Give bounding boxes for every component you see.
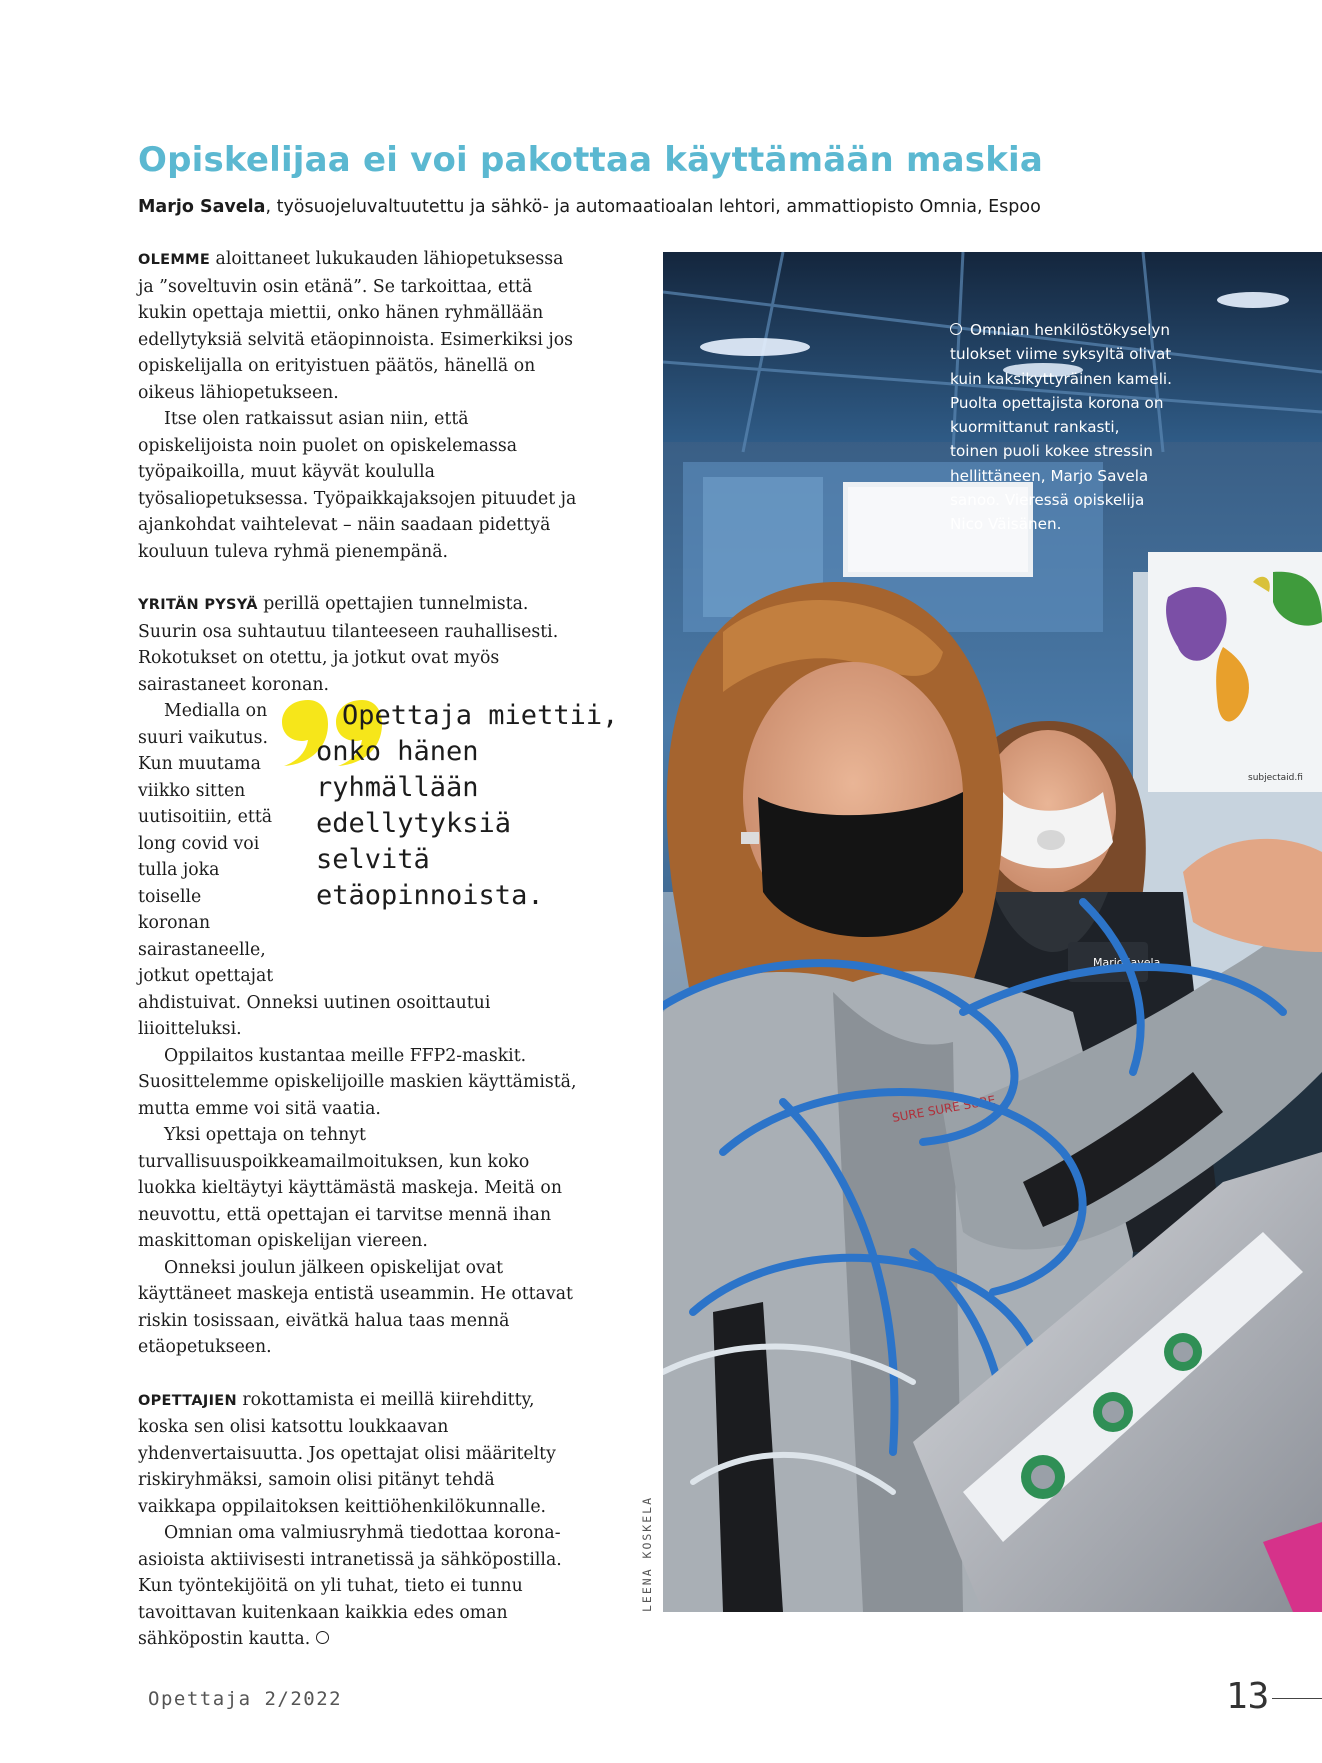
pull-quote (288, 698, 619, 970)
vest-label: MarjoSavela (1093, 956, 1161, 969)
paragraph: Medialla on suuri vaikutus. Kun muutama viikko sitten uutisoitiin, että long covid voi tulla joka toiselle koronan sairastaneelle, jotkut opettajat ahdistuivat. Onneksi uutinen osoittautui liioitteluksi. (138, 701, 491, 1039)
board-label: subjectaid.fi (1248, 773, 1303, 783)
paragraph (138, 1520, 578, 1653)
section-lead: OPETTAJIEN (138, 1392, 237, 1409)
paragraph-text: aloittaneet lukukauden lähiopetuksessa ja ”soveltuvin osin etänä”. Se tarkoittaa, että kukin opettaja miettii, onko hänen ryhmällään edellytyksiä selvitä etäopinnoista. Esimerkiksi jos opiskelijalla on erityistuen päätös, hänellä on oikeus lähiopetukseen. (138, 249, 573, 403)
section-lead: YRITÄN PYSYÄ (138, 597, 258, 613)
end-mark-icon (316, 1631, 329, 1644)
paragraph-text: rokottamista ei meillä kiirehditty, koska sen olisi katsottu loukkaavan yhdenvertaisuutta. Jos opettajat olisi määritelty riskiryhmäksi, samoin olisi pitänyt tehdä vaikkapa oppilaitoksen keittiöhenkilökunnalle. (138, 1389, 556, 1517)
paragraph: Yksi opettaja on tehnyt turvallisuuspoikkeamailmoituksen, kun koko luokka kieltäytyi käyttämästä maskeja. Meitä on neuvottu, että opettajan ei tarvitse mennä ihan maskittoman opiskelijan viereen. (138, 1125, 562, 1251)
byline-role: , työsuojeluvaltuutettu ja sähkö- ja automaatioalan lehtori, ammattiopisto Omnia, Espoo (265, 197, 1041, 217)
page-number: 13 (1226, 1676, 1270, 1717)
paragraph (138, 591, 578, 698)
page-rule (1272, 1698, 1322, 1699)
caption-circle-icon (950, 323, 962, 335)
paragraph: Oppilaitos kustantaa meille FFP2-maskit. Suosittelemme opiskelijoille maskien käyttämistä, mutta emme voi sitä vaatia. (138, 1045, 577, 1119)
paragraph (138, 246, 578, 406)
byline-name: Marjo Savela (138, 197, 266, 217)
paragraph-text: perillä opettajien tunnelmista. Suurin osa suhtautuu tilanteeseen rauhallisesti. Rokotukset on otettu, ja jotkut ovat myös sairastaneet koronan. (138, 594, 559, 695)
paragraph (138, 1387, 578, 1521)
photo-caption (950, 318, 1172, 537)
paragraph: Onneksi joulun jälkeen opiskelijat ovat käyttäneet maskeja entistä useammin. He ottavat riskin tosissaan, eivätkä halua taas mennä etäopetukseen. (138, 1257, 573, 1357)
shirt-text: SURE SURE SURE (891, 1093, 997, 1125)
section-lead: OLEMME (138, 252, 211, 268)
article-photo (663, 252, 1322, 1612)
paragraph-text: Omnian oma valmiusryhmä tiedottaa korona-asioista aktiivisesti intranetissä ja sähköpostilla. Kun työntekijöitä on yli tuhat, tieto ei tunnu tavoittavan kuitenkaan kaikkia edes oman sähköpostin kautta. (138, 1523, 562, 1649)
magazine-issue: Opettaja 2/2022 (148, 1688, 343, 1710)
byline (138, 197, 1041, 217)
pull-quote-text: Opettaja miettii, onko hänen ryhmällään edellytyksiä selvitä etäopinnoista. (316, 700, 619, 911)
caption-text: Omnian henkilöstökyselyn tulokset viime syksyltä olivat kuin kaksikyttyräinen kameli. Puolta opettajista korona on kuormittanut rankasti, toinen puoli kokee stressin hellittäneen, Marjo Savela sanoo. Vieressä opiskelija Nico Väisänen. (950, 321, 1172, 534)
photo-credit: LEENA KOSKELA (640, 1495, 654, 1612)
paragraph: Itse olen ratkaissut asian niin, että opiskelijoista noin puolet on opiskelemassa työpaikoilla, muut käyvät koululla työsaliopetuksessa. Työpaikkajaksojen pituudet ja ajankohdat vaihtelevat – näin saadaan pidettyä kouluun tuleva ryhmä pienempänä. (138, 409, 577, 562)
article-body (138, 246, 619, 1653)
article-headline: Opiskelijaa ei voi pakottaa käyttämään maskia (138, 140, 1044, 180)
